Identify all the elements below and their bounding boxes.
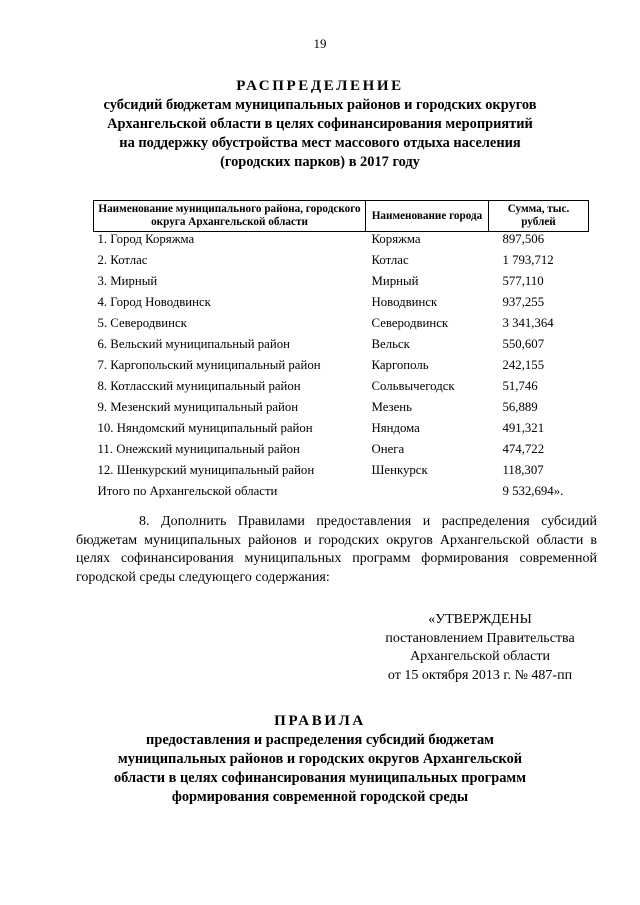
approval-line: «УТВЕРЖДЕНЫ	[428, 612, 532, 627]
approval-block	[360, 611, 600, 685]
cell-district: 4. Город Новодвинск	[97, 295, 211, 309]
table-body	[94, 232, 589, 506]
cell-district: 5. Северодвинск	[97, 316, 187, 330]
cell-city: Шенкурск	[371, 463, 428, 477]
cell-district: 11. Онежский муниципальный район	[97, 442, 300, 456]
cell-amount: 474,722	[502, 442, 545, 456]
table-row	[94, 358, 589, 379]
rules-line: муниципальных районов и городских округов Архангельской	[117, 751, 523, 767]
cell-amount: 577,110	[502, 274, 544, 288]
cell-district: 2. Котлас	[97, 253, 148, 267]
distribution-heading	[60, 77, 580, 172]
rules-line: предоставления и распределения субсидий бюджетам	[146, 732, 494, 748]
page-number: 19	[313, 36, 327, 51]
cell-amount: 491,321	[502, 421, 545, 435]
approval-line: постановлением Правительства	[385, 630, 575, 646]
rules-title: ПРАВИЛА	[274, 713, 366, 729]
rules-line: области в целях софинансирования муниципальных программ	[113, 770, 527, 786]
table-row	[94, 316, 589, 337]
heading-title: РАСПРЕДЕЛЕНИЕ	[236, 78, 404, 94]
table-row	[94, 253, 589, 274]
total-amount: 9 532,694».	[502, 484, 564, 498]
cell-amount: 51,746	[502, 379, 538, 393]
rules-heading	[60, 712, 580, 807]
table-row	[94, 337, 589, 358]
distribution-table-wrapper	[93, 200, 588, 505]
cell-amount: 897,506	[502, 232, 545, 246]
table-row	[94, 232, 589, 254]
cell-district: 6. Вельский муниципальный район	[97, 337, 290, 351]
amendment-paragraph: 8. Дополнить Правилами предоставления и распределения субсидий бюджетам муниципальных районов и городских округов Архангельской области в целях софинансирования муниципальных программ формирования современной городской среды следующего содержания:	[76, 514, 597, 585]
cell-district: 3. Мирный	[97, 274, 158, 288]
cell-amount: 937,255	[502, 295, 545, 309]
table-row	[94, 400, 589, 421]
cell-city: Мирный	[371, 274, 419, 288]
cell-city: Котлас	[371, 253, 409, 267]
approval-line: Архангельской области	[410, 649, 550, 664]
header-amount: Сумма, тыс. рублей	[489, 201, 589, 232]
cell-district: 9. Мезенский муниципальный район	[97, 400, 299, 414]
heading-line: на поддержку обустройства мест массового отдыха населения	[119, 135, 521, 151]
header-district: Наименование муниципального района, городского округа Архангельской области	[94, 201, 366, 232]
table-row	[94, 379, 589, 400]
table-row	[94, 274, 589, 295]
rules-line: формирования современной городской среды	[171, 789, 469, 805]
table-row	[94, 295, 589, 316]
cell-city: Северодвинск	[371, 316, 449, 330]
cell-city: Каргополь	[371, 358, 429, 372]
distribution-table	[93, 200, 589, 505]
cell-city: Няндома	[371, 421, 420, 435]
cell-amount: 3 341,364	[502, 316, 554, 330]
cell-city: Сольвычегодск	[371, 379, 455, 393]
cell-amount: 242,155	[502, 358, 545, 372]
cell-district: 1. Город Коряжма	[97, 232, 195, 246]
total-empty-cell	[366, 484, 489, 505]
cell-city: Онега	[371, 442, 405, 456]
heading-line: субсидий бюджетам муниципальных районов и городских округов	[103, 97, 537, 113]
table-header-row	[94, 201, 589, 232]
approval-line: от 15 октября 2013 г. № 487-пп	[387, 667, 573, 683]
cell-city: Мезень	[371, 400, 412, 414]
cell-city: Новодвинск	[371, 295, 438, 309]
cell-district: 8. Котласский муниципальный район	[97, 379, 301, 393]
heading-line: Архангельской области в целях софинансирования мероприятий	[107, 116, 533, 132]
heading-line: (городских парков) в 2017 году	[220, 154, 420, 170]
cell-district: 10. Няндомский муниципальный район	[97, 421, 313, 435]
cell-amount: 550,607	[502, 337, 545, 351]
cell-district: 12. Шенкурский муниципальный район	[97, 463, 315, 477]
table-total-row	[94, 484, 589, 505]
cell-amount: 1 793,712	[502, 253, 554, 267]
total-label: Итого по Архангельской области	[97, 484, 278, 498]
table-row	[94, 463, 589, 484]
table-row	[94, 421, 589, 442]
cell-amount: 118,307	[502, 463, 544, 477]
cell-amount: 56,889	[502, 400, 538, 414]
cell-district: 7. Каргопольский муниципальный район	[97, 358, 321, 372]
cell-city: Коряжма	[371, 232, 421, 246]
cell-city: Вельск	[371, 337, 410, 351]
table-row	[94, 442, 589, 463]
header-city: Наименование города	[366, 201, 489, 232]
